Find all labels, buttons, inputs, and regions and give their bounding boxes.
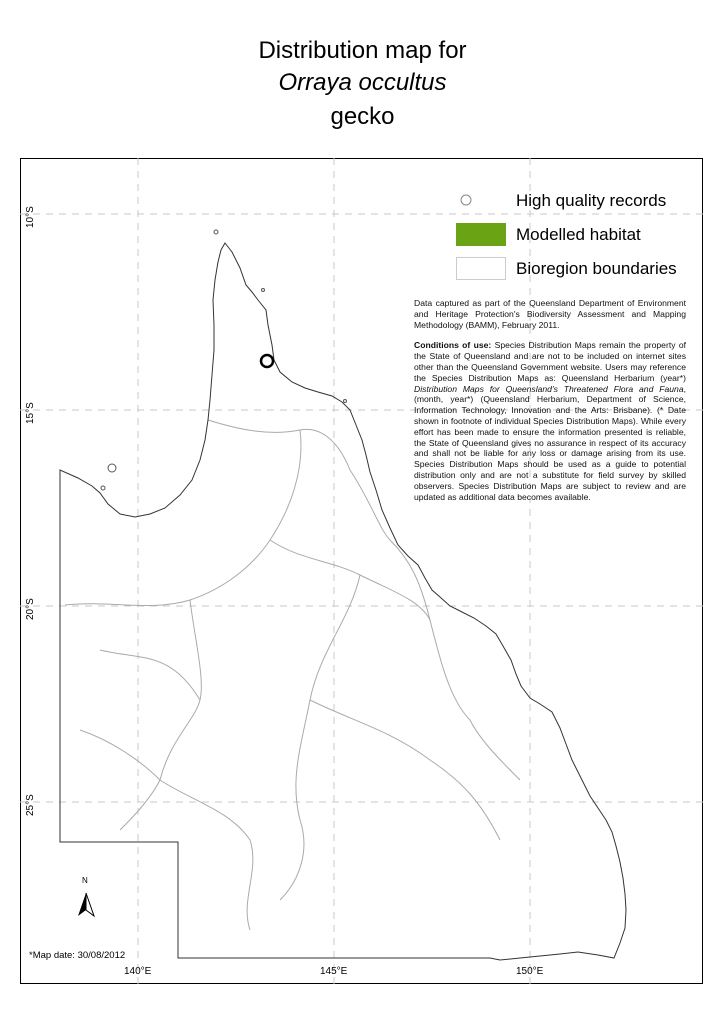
common-name: gecko xyxy=(330,103,395,130)
conditions-text-italic: Distribution Maps for Queensland's Threatened Flora and Fauna xyxy=(414,383,684,394)
legend-habitat-swatch xyxy=(456,223,506,246)
record-point xyxy=(261,355,273,367)
map-title-line1: Distribution map for xyxy=(258,37,467,64)
legend-bioregion-swatch xyxy=(456,257,506,280)
info-text-block xyxy=(414,298,686,512)
north-arrow-icon xyxy=(78,893,94,916)
lat-label-25: 25°S xyxy=(25,794,36,816)
lon-label-140: 140°E xyxy=(124,966,152,977)
lat-label-20: 20°S xyxy=(25,598,36,620)
lon-label-150: 150°E xyxy=(516,966,544,977)
legend-label-records: High quality records xyxy=(516,191,667,210)
conditions-of-use xyxy=(414,340,686,502)
data-note: Data captured as part of the Queensland Department of Environment and Heritage Protection's Biodiversity Assessment and Mapping Methodology (BAMM), February 2011. xyxy=(414,298,686,330)
lat-label-15: 15°S xyxy=(25,402,36,424)
legend-label-habitat: Modelled habitat xyxy=(516,225,641,244)
conditions-text-a: Species Distribution Maps remain the property of the State of Queensland and are not to be included on internet sites other than the Queensland Government website. Users may reference the Species Distribution Maps as: Queensland Herbarium (year*) xyxy=(414,340,686,383)
map-date: *Map date: 30/08/2012 xyxy=(29,950,126,961)
lon-label-145: 145°E xyxy=(320,966,348,977)
graticule xyxy=(20,158,703,984)
legend-label-bioregion: Bioregion boundaries xyxy=(516,259,677,278)
conditions-heading: Conditions of use: xyxy=(414,340,492,351)
north-label: N xyxy=(82,876,88,885)
legend-record-icon xyxy=(461,195,471,205)
species-name: Orraya occultus xyxy=(278,69,447,96)
conditions-text-b: , (month, year*) (Queensland Herbarium, Department of Science, Information Technology, Innovation and the Arts: Brisbane). (* Date shown in footnote of individual Species Distribution Maps). While every effort has been made to ensure the information presented is reliable, the State of Queensland gives no assurance in respect of its accuracy and shall not be liable for any loss or damage arising from its use. Species Distribution Maps should be used as a guide to potential distribution only and are not a substitute for field survey by skilled observers. Species Distribution Maps are subject to review and are updated as additional data becomes available. xyxy=(414,383,686,502)
lat-label-10: 10°S xyxy=(25,206,36,228)
